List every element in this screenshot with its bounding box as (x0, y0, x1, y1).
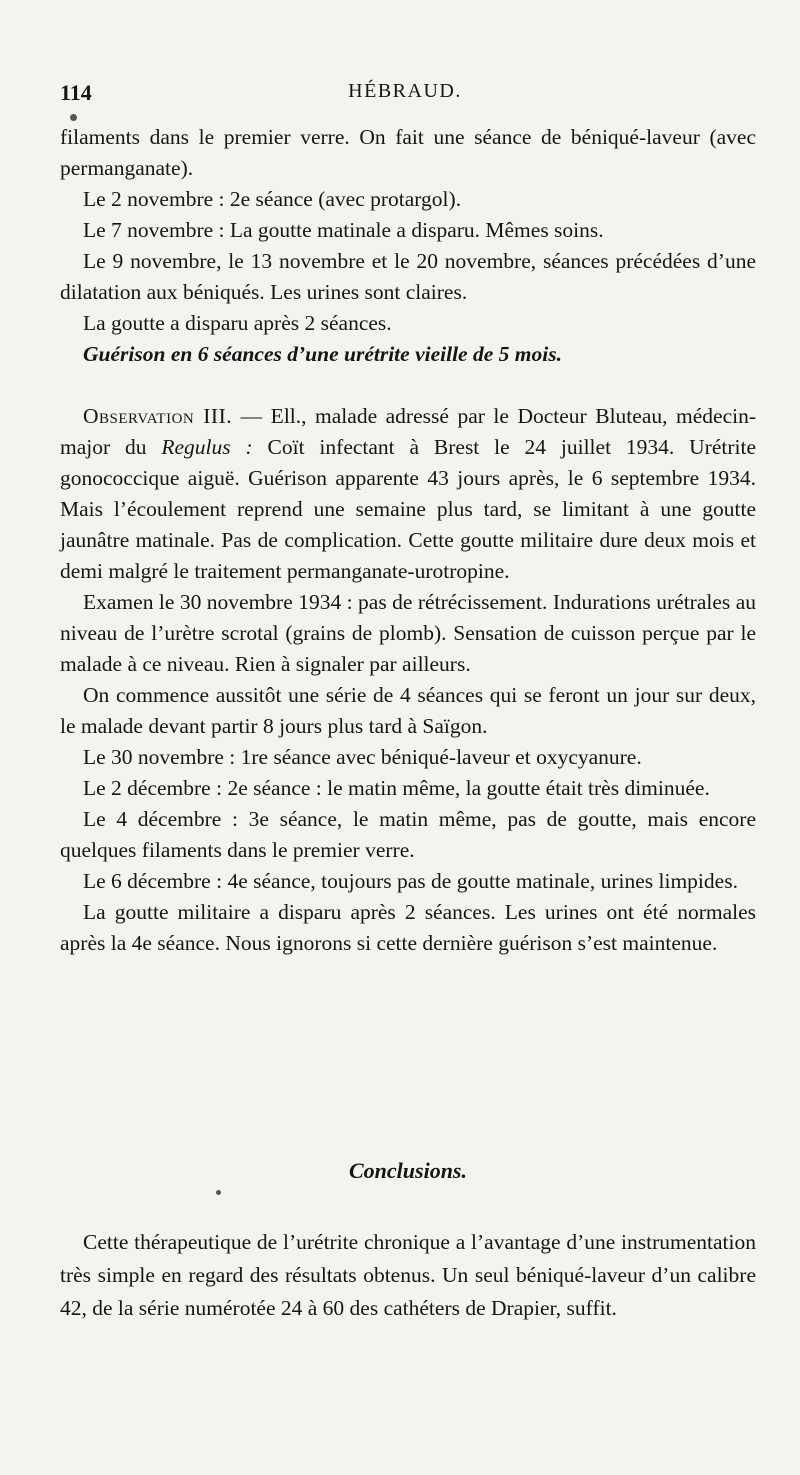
paragraph: On commence aussitôt une série de 4 séances qui se feront un jour sur deux, le malade devant partir 8 jours plus tard à Saïgon. (60, 683, 756, 738)
ship-name: Regulus : (161, 435, 253, 459)
observation-paragraph (60, 401, 756, 587)
observation-text: — Ell., malade adressé par le Docteur Bluteau, médecin-major du (60, 404, 757, 459)
ink-speck (216, 1190, 221, 1195)
observation-text-end: Coït infectant à Brest le 24 juillet 1934. Urétrite gonococcique aiguë. Guérison apparente 43 jours après, le 6 septembre 1934. Mais l’écoulement reprend une semaine plus tard, se limitant à une goutte jaunâtre matinale. Pas de complication. Cette goutte militaire dure deux mois et demi malgré le traitement permanganate-urotropine. (60, 435, 756, 583)
observation-label: Observation III. (83, 404, 233, 428)
paragraph: Le 4 décembre : 3e séance, le matin même, pas de goutte, mais encore quelques filaments dans le premier verre. (60, 807, 756, 862)
paragraph: Cette thérapeutique de l’urétrite chronique a l’avantage d’une instrumentation très simple en regard des résultats obtenus. Un seul béniqué-laveur d’un calibre 42, de la série numérotée 24 à 60 des cathéters de Drapier, suffit. (60, 1230, 756, 1320)
section-gap (60, 370, 756, 401)
paragraph: Le 30 novembre : 1re séance avec béniqué-laveur et oxycyanure. (83, 745, 642, 769)
paragraph: La goutte a disparu après 2 séances. (83, 311, 392, 335)
paragraph: Le 2 novembre : 2e séance (avec protargol). (83, 187, 462, 211)
result-line: Guérison en 6 séances d’une urétrite vieille de 5 mois. (83, 342, 562, 366)
main-text (60, 122, 756, 959)
ink-speck (70, 114, 77, 121)
page-number: 114 (60, 80, 92, 105)
paragraph: La goutte militaire a disparu après 2 séances. Les urines ont été normales après la 4e séance. Nous ignorons si cette dernière guérison s’est maintenue. (60, 900, 756, 955)
paragraph: Le 9 novembre, le 13 novembre et le 20 novembre, séances précédées d’une dilatation aux béniqués. Les urines sont claires. (60, 249, 756, 304)
paragraph: Examen le 30 novembre 1934 : pas de rétrécissement. Indurations urétrales au niveau de l’urètre scrotal (grains de plomb). Sensation de cuisson perçue par le malade à ce niveau. Rien à signaler par ailleurs. (60, 590, 756, 676)
section-heading: Conclusions. (349, 1158, 467, 1183)
conclusions-text (60, 1226, 756, 1325)
paragraph: Le 6 décembre : 4e séance, toujours pas de goutte matinale, urines limpides. (83, 869, 738, 893)
paragraph: Le 7 novembre : La goutte matinale a disparu. Mêmes soins. (83, 218, 604, 242)
paragraph: filaments dans le premier verre. On fait une séance de béniqué-laveur (avec permanganate). (60, 125, 756, 180)
running-head: HÉBRAUD. (348, 80, 462, 102)
page-header (60, 80, 750, 116)
paragraph: Le 2 décembre : 2e séance : le matin même, la goutte était très diminuée. (83, 776, 710, 800)
